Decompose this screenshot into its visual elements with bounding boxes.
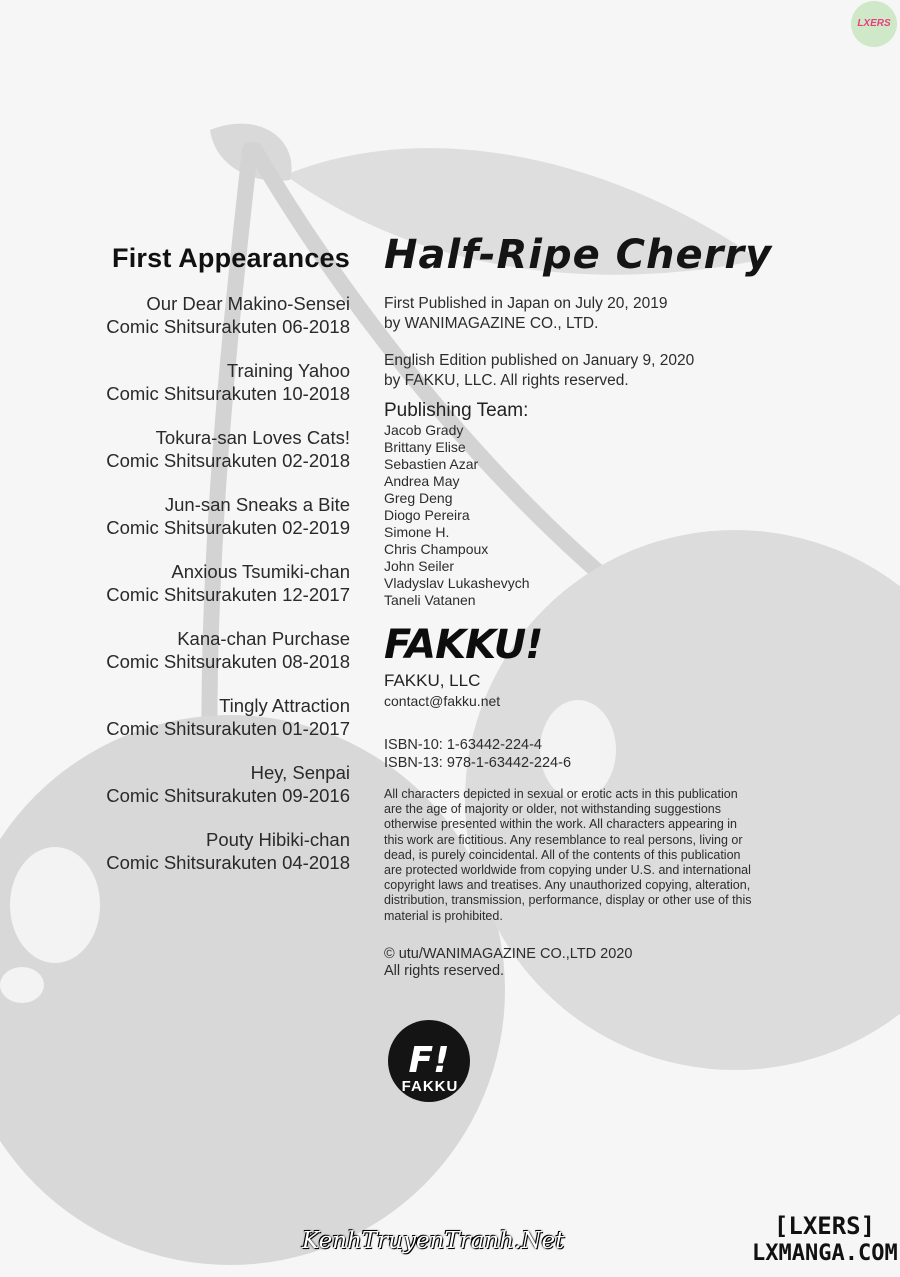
lxers-badge-logo: LXERS — [851, 1, 897, 47]
team-member: Chris Champoux — [384, 541, 489, 557]
team-member: Vladyslav Lukashevych — [384, 575, 530, 591]
chapter-title: Pouty Hibiki-chan — [206, 829, 350, 850]
first-appearance-entry — [60, 828, 350, 874]
chapter-title: Jun-san Sneaks a Bite — [164, 494, 350, 515]
english-publication-date: English Edition published on January 9, 2020 — [384, 352, 695, 369]
first-appearance-entry — [60, 694, 350, 740]
japan-publication-date: First Published in Japan on July 20, 2019 — [384, 295, 668, 312]
chapter-title: Training Yahoo — [226, 360, 350, 381]
first-appearance-entry — [60, 560, 350, 606]
copyright-block — [384, 946, 804, 981]
team-member: Andrea May — [384, 473, 460, 489]
first-appearance-entry — [60, 627, 350, 673]
team-member: Jacob Grady — [384, 422, 464, 438]
chapter-source: Comic Shitsurakuten 01-2017 — [106, 718, 350, 739]
team-member: Sebastien Azar — [384, 456, 479, 472]
rights-reserved-line: All rights reserved. — [384, 963, 505, 980]
chapter-title: Hey, Senpai — [250, 762, 350, 783]
chapter-source: Comic Shitsurakuten 10-2018 — [106, 383, 350, 404]
copyright-line: © utu/WANIMAGAZINE CO.,LTD 2020 — [384, 945, 633, 962]
isbn-block — [384, 737, 804, 772]
first-appearances-heading: First Appearances — [112, 243, 350, 273]
team-member: Taneli Vatanen — [384, 592, 476, 608]
japan-publisher: by WANIMAGAZINE CO., LTD. — [384, 314, 599, 332]
first-appearance-entry — [60, 292, 350, 338]
fakku-books-mark: F! — [388, 1020, 470, 1102]
english-publisher: by FAKKU, LLC. All rights reserved. — [384, 371, 629, 389]
publisher-name: FAKKU, LLC — [384, 671, 481, 690]
kenhtruyentranh-watermark: KenhTruyenTranh.Net — [302, 1228, 565, 1254]
chapter-title: Our Dear Makino-Sensei — [146, 293, 350, 314]
chapter-source: Comic Shitsurakuten 02-2019 — [106, 517, 350, 538]
chapter-source: Comic Shitsurakuten 08-2018 — [106, 651, 350, 672]
isbn-13: ISBN-13: 978-1-63442-224-6 — [384, 754, 572, 771]
publisher-email: contact@fakku.net — [384, 693, 501, 709]
team-member: John Seiler — [384, 558, 455, 574]
chapter-source: Comic Shitsurakuten 04-2018 — [106, 852, 350, 873]
first-appearances-list — [60, 292, 350, 874]
isbn-10: ISBN-10: 1-63442-224-4 — [384, 737, 542, 753]
fakku-books-label: FAKKU — [401, 1078, 459, 1095]
english-publication-info — [384, 351, 804, 390]
team-member: Simone H. — [384, 524, 450, 540]
lxmanga-watermark-url: LXMANGA.COM — [752, 1241, 898, 1266]
team-member: Diogo Pereira — [384, 507, 470, 523]
first-appearance-entry — [60, 761, 350, 807]
fakku-logo: FAKKU! — [384, 622, 543, 668]
lxmanga-watermark — [752, 1212, 897, 1268]
first-appearance-entry — [60, 426, 350, 472]
first-appearances-section — [60, 243, 350, 895]
lxers-watermark-tag: [LXERS] — [773, 1212, 876, 1240]
chapter-title: Anxious Tsumiki-chan — [171, 561, 350, 582]
japan-publication-info — [384, 294, 804, 333]
publication-info — [384, 228, 804, 981]
chapter-source: Comic Shitsurakuten 02-2018 — [106, 450, 350, 471]
chapter-title: Tokura-san Loves Cats! — [155, 427, 350, 448]
fakku-books-logo — [387, 1020, 473, 1108]
team-member: Brittany Elise — [384, 439, 466, 455]
chapter-title: Tingly Attraction — [219, 695, 350, 716]
first-appearance-entry — [60, 359, 350, 405]
first-appearance-entry — [60, 493, 350, 539]
legal-disclaimer: All characters depicted in sexual or erotic acts in this publication are the age of majority or older, not withstanding suggestions otherwise presented within the work. All characters appearing in this work are fictitious. Any resemblance to real persons, living or dead, is purely coincidental. All of the contents of this publication are protected worldwide from copying under U.S. and international copyright laws and treatises. Any unauthorized copying, alteration, distribution, transmission, performance, display or other use of this material is prohibited. — [384, 787, 752, 923]
team-member: Greg Deng — [384, 490, 453, 506]
chapter-title: Kana-chan Purchase — [177, 628, 350, 649]
publishing-team-list — [384, 422, 804, 609]
publishing-team-heading: Publishing Team: — [384, 400, 529, 421]
chapter-source: Comic Shitsurakuten 12-2017 — [106, 584, 350, 605]
chapter-source: Comic Shitsurakuten 06-2018 — [106, 316, 350, 337]
book-title-logo: Half-Ripe Cherry — [384, 232, 773, 278]
chapter-source: Comic Shitsurakuten 09-2016 — [106, 785, 350, 806]
